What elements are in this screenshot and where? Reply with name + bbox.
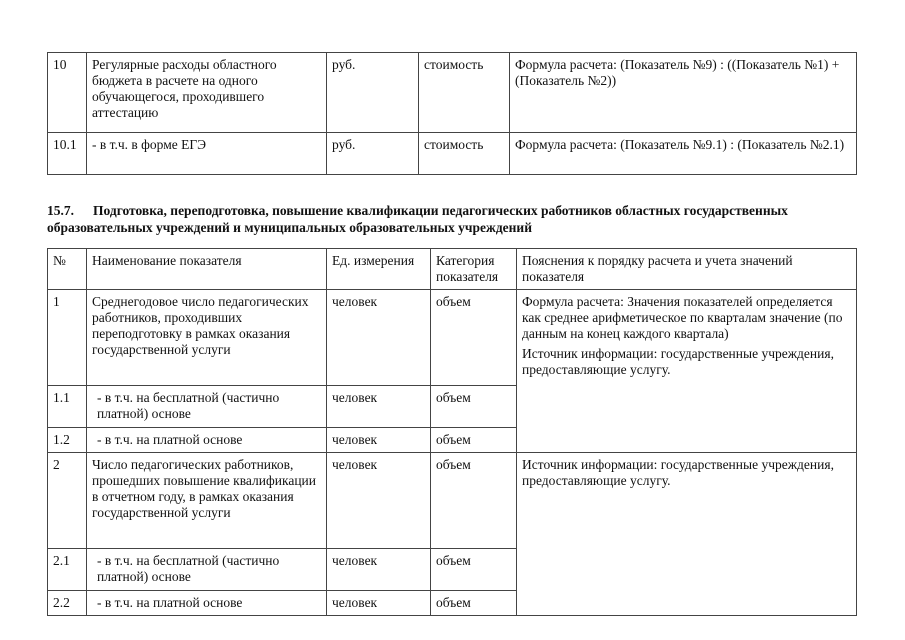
note-group-1 bbox=[517, 290, 857, 453]
unit: руб. bbox=[327, 133, 419, 175]
indicator-name: Регулярные расходы областного бюджета в расчете на одного обучающегося, проходившего аттестацию bbox=[87, 53, 327, 133]
unit: человек bbox=[327, 290, 431, 386]
header-category: Категория показателя bbox=[431, 249, 517, 290]
note-formula: Формула расчета: Значения показателей определяется как среднее арифметическое по кварталам значение (по данным на конец каждого квартала) bbox=[522, 294, 843, 341]
row-number: 10.1 bbox=[48, 133, 87, 175]
indicators-table bbox=[47, 248, 857, 616]
header-num: № bbox=[48, 249, 87, 290]
indicator-name: - в т.ч. на платной основе bbox=[87, 428, 327, 453]
unit: человек bbox=[327, 386, 431, 428]
table-row bbox=[48, 453, 857, 549]
table-row bbox=[48, 290, 857, 386]
row-number: 1 bbox=[48, 290, 87, 386]
row-number: 1.2 bbox=[48, 428, 87, 453]
unit: человек bbox=[327, 591, 431, 616]
row-number: 1.1 bbox=[48, 386, 87, 428]
section-heading bbox=[47, 202, 867, 236]
table-row bbox=[48, 53, 857, 133]
category: объем bbox=[431, 428, 517, 453]
top-table bbox=[47, 52, 857, 175]
category: стоимость bbox=[419, 133, 510, 175]
header-unit: Ед. измерения bbox=[327, 249, 431, 290]
unit: человек bbox=[327, 549, 431, 591]
category: стоимость bbox=[419, 53, 510, 133]
note: Формула расчета: (Показатель №9.1) : (Показатель №2.1) bbox=[510, 133, 857, 175]
category: объем bbox=[431, 453, 517, 549]
note-group-2 bbox=[517, 453, 857, 616]
header-name: Наименование показателя bbox=[87, 249, 327, 290]
indicator-name: - в т.ч. на бесплатной (частично платной) основе bbox=[87, 549, 327, 591]
indicator-name: - в т.ч. на платной основе bbox=[87, 591, 327, 616]
category: объем bbox=[431, 549, 517, 591]
header-note: Пояснения к порядку расчета и учета значений показателя bbox=[517, 249, 857, 290]
indicator-name: - в т.ч. в форме ЕГЭ bbox=[87, 133, 327, 175]
section-title: Подготовка, переподготовка, повышение квалификации педагогических работников областных государственных образовательных учреждений и муниципальных образовательных учреждений bbox=[47, 203, 788, 235]
unit: руб. bbox=[327, 53, 419, 133]
row-number: 2 bbox=[48, 453, 87, 549]
note: Формула расчета: (Показатель №9) : ((Показатель №1) + (Показатель №2)) bbox=[510, 53, 857, 133]
note-source: Источник информации: государственные учреждения, предоставляющие услугу. bbox=[522, 457, 834, 488]
table-header-row bbox=[48, 249, 857, 290]
category: объем bbox=[431, 386, 517, 428]
note-source: Источник информации: государственные учреждения, предоставляющие услугу. bbox=[522, 346, 834, 377]
row-number: 10 bbox=[48, 53, 87, 133]
unit: человек bbox=[327, 453, 431, 549]
category: объем bbox=[431, 591, 517, 616]
indicator-name: Число педагогических работников, прошедших повышение квалификации в отчетном году, в рамках оказания государственной услуги bbox=[87, 453, 327, 549]
row-number: 2.2 bbox=[48, 591, 87, 616]
category: объем bbox=[431, 290, 517, 386]
table-row bbox=[48, 133, 857, 175]
indicator-name: Среднегодовое число педагогических работников, проходивших переподготовку в рамках оказания государственной услуги bbox=[87, 290, 327, 386]
row-number: 2.1 bbox=[48, 549, 87, 591]
section-number: 15.7. bbox=[47, 203, 74, 218]
unit: человек bbox=[327, 428, 431, 453]
indicator-name: - в т.ч. на бесплатной (частично платной) основе bbox=[87, 386, 327, 428]
